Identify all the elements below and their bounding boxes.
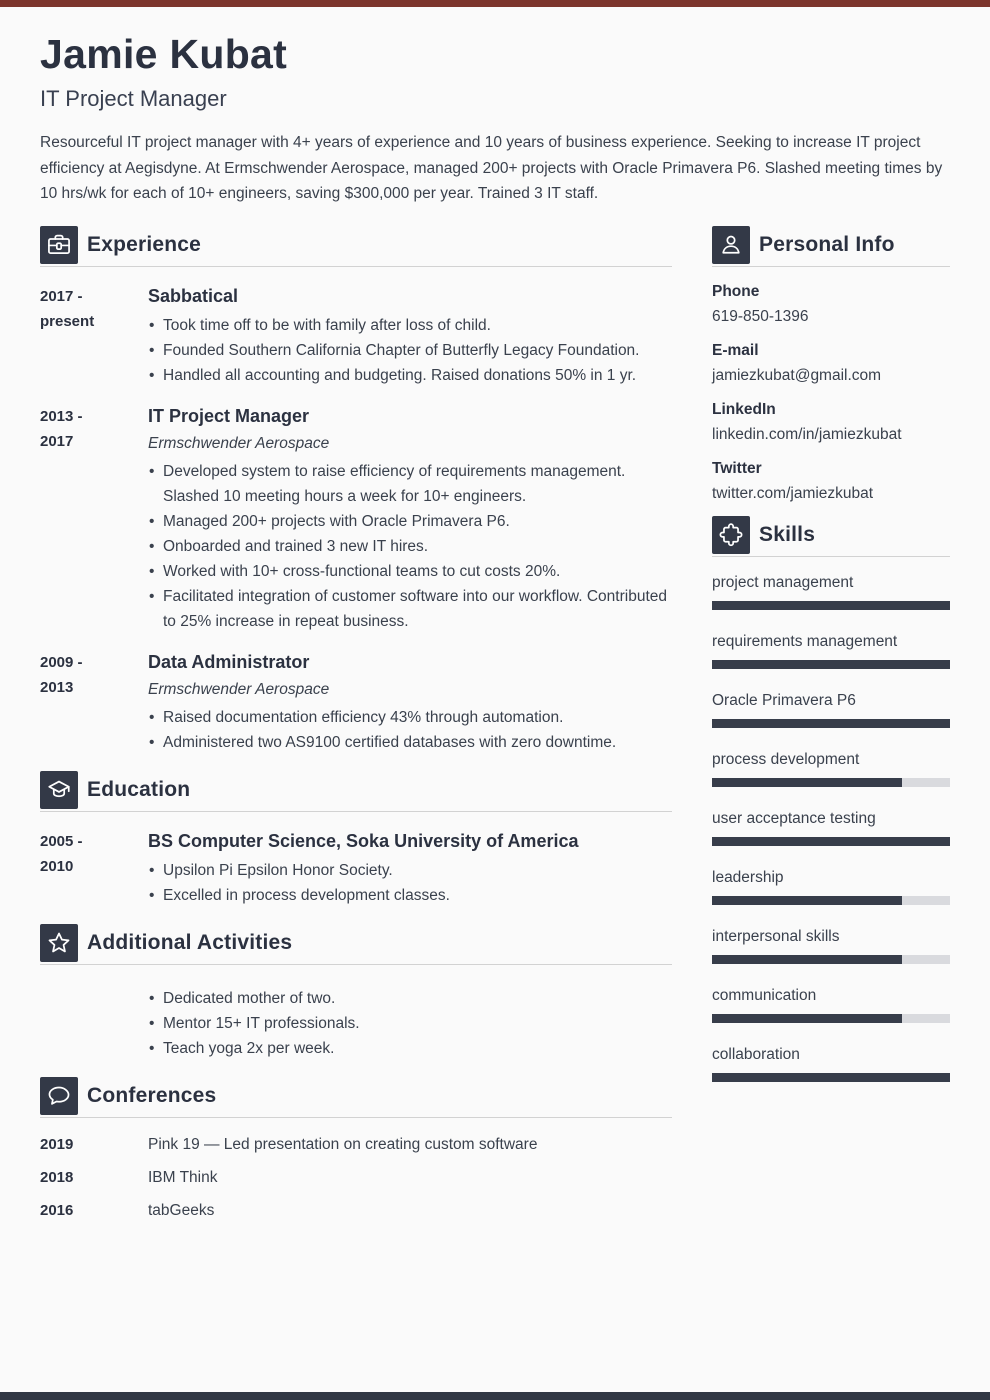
resume-header [0,0,990,207]
briefcase-icon [40,226,78,264]
main-column [40,226,672,1231]
entry-dates: 2009 - 2013 [40,653,83,696]
person-name: Jamie Kubat [40,31,288,77]
skill-item: interpersonal skills [712,926,950,964]
bullet-item: • Handled all accounting and budgeting. Raised donations 50% in 1 yr. [148,363,672,388]
entry-bullets [148,313,672,388]
skill-bar [712,660,950,669]
bullet-item: • Onboarded and trained 3 new IT hires. [148,534,672,559]
entry-dates: 2005 - 2010 [40,832,83,875]
entry-dates: 2013 - 2017 [40,407,83,450]
entry-bullets [148,986,672,1061]
content-columns [0,226,990,1231]
skill-list [712,572,950,1082]
bullet-item: • Took time off to be with family after loss of child. [148,313,672,338]
skill-bar [712,896,950,905]
education-heading: Education [87,777,191,801]
personal-info-fields [712,281,950,504]
bullet-item: • Raised documentation efficiency 43% through automation. [148,705,672,730]
bullet-item: • Excelled in process development classes. [148,883,672,908]
contact-field-phone: Phone 619-850-1396 [712,282,809,325]
entry-bullets [148,459,672,634]
entry-title: Sabbatical [148,285,239,306]
experience-heading: Experience [87,232,202,256]
contact-field-twitter: Twitter twitter.com/jamiezkubat [712,459,874,502]
skill-item: requirements management [712,631,950,669]
conference-text: IBM Think [148,1168,218,1186]
conference-row [40,1132,672,1157]
section-education [40,771,672,908]
skill-item: collaboration [712,1044,950,1082]
bullet-item: • Facilitated integration of customer software into our workflow. Contributed to 25% increase in repeat business. [148,584,672,634]
education-entry [40,829,672,908]
section-skills [712,516,950,1082]
speech-bubble-icon [40,1077,78,1115]
conference-text: Pink 19 — Led presentation on creating custom software [148,1135,538,1153]
skill-item: process development [712,749,950,787]
section-personal-info [712,226,950,504]
bullet-item: • Teach yoga 2x per week. [148,1036,672,1061]
education-section-header [40,771,672,812]
bullet-item: • Administered two AS9100 certified databases with zero downtime. [148,730,672,755]
skill-item: Oracle Primavera P6 [712,690,950,728]
conferences-heading: Conferences [87,1083,217,1107]
activities-heading: Additional Activities [87,930,293,954]
experience-entry [40,650,672,755]
skill-bar [712,719,950,728]
skill-bar [712,1073,950,1082]
skill-item: communication [712,985,950,1023]
conference-row [40,1198,672,1223]
entry-bullets [148,705,672,755]
entry-bullets [148,858,672,908]
conference-year: 2016 [40,1201,74,1219]
conference-row [40,1165,672,1190]
bullet-item: • Mentor 15+ IT professionals. [148,1011,672,1036]
entry-title: IT Project Manager [148,405,310,426]
personal-info-section-header [712,226,950,267]
bullet-item: • Dedicated mother of two. [148,986,672,1011]
skill-item: project management [712,572,950,610]
entry-company: Ermschwender Aerospace [148,680,330,698]
skills-section-header [712,516,950,557]
entry-title: Data Administrator [148,651,310,672]
conference-list [40,1132,672,1223]
activities-section-header [40,924,672,965]
contact-field-linkedin: LinkedIn linkedin.com/in/jamiezkubat [712,400,902,443]
skill-item: leadership [712,867,950,905]
skill-bar [712,778,950,787]
skill-bar [712,955,950,964]
conference-year: 2019 [40,1135,74,1153]
conference-text: tabGeeks [148,1201,215,1219]
experience-entry [40,404,672,634]
experience-section-header [40,226,672,267]
star-icon [40,924,78,962]
personal-info-heading: Personal Info [759,232,895,256]
bullet-item: • Developed system to raise efficiency of requirements management. Slashed 10 meeting hours a week for 10+ engineers. [148,459,672,509]
experience-entry [40,284,672,388]
section-additional-activities [40,924,672,1061]
puzzle-icon [712,516,750,554]
person-icon [712,226,750,264]
contact-field-email: E-mail jamiezkubat@gmail.com [712,341,882,384]
entry-dates-empty [40,982,148,1061]
top-accent-bar [0,0,990,7]
skill-bar [712,601,950,610]
entry-dates: 2017 - present [40,287,95,330]
skill-bar [712,1014,950,1023]
sidebar-column [712,226,950,1231]
skills-heading: Skills [759,522,816,546]
bullet-item: • Worked with 10+ cross-functional teams to cut costs 20%. [148,559,672,584]
section-conferences [40,1077,672,1223]
graduation-cap-icon [40,771,78,809]
professional-summary: Resourceful IT project manager with 4+ years of experience and 10 years of business experience. Seeking to increase IT project efficiency at Aegisdyne. At Ermschwender Aerospace, managed 200+ projects with Oracle Primavera P6. Slashed meeting times by 10 hrs/wk for each of 10+ engineers, saving $300,000 per year. Trained 3 IT staff. [40,134,943,202]
conferences-section-header [40,1077,672,1118]
conference-year: 2018 [40,1168,74,1186]
skill-bar [712,837,950,846]
bottom-accent-bar [0,1392,990,1400]
bullet-item: • Founded Southern California Chapter of Butterfly Legacy Foundation. [148,338,672,363]
entry-title: BS Computer Science, Soka University of America [148,830,579,851]
person-job-title: IT Project Manager [40,86,227,111]
bullet-item: • Upsilon Pi Epsilon Honor Society. [148,858,672,883]
skill-item: user acceptance testing [712,808,950,846]
entry-company: Ermschwender Aerospace [148,434,330,452]
section-experience [40,226,672,755]
activities-entry [40,982,672,1061]
bullet-item: • Managed 200+ projects with Oracle Primavera P6. [148,509,672,534]
